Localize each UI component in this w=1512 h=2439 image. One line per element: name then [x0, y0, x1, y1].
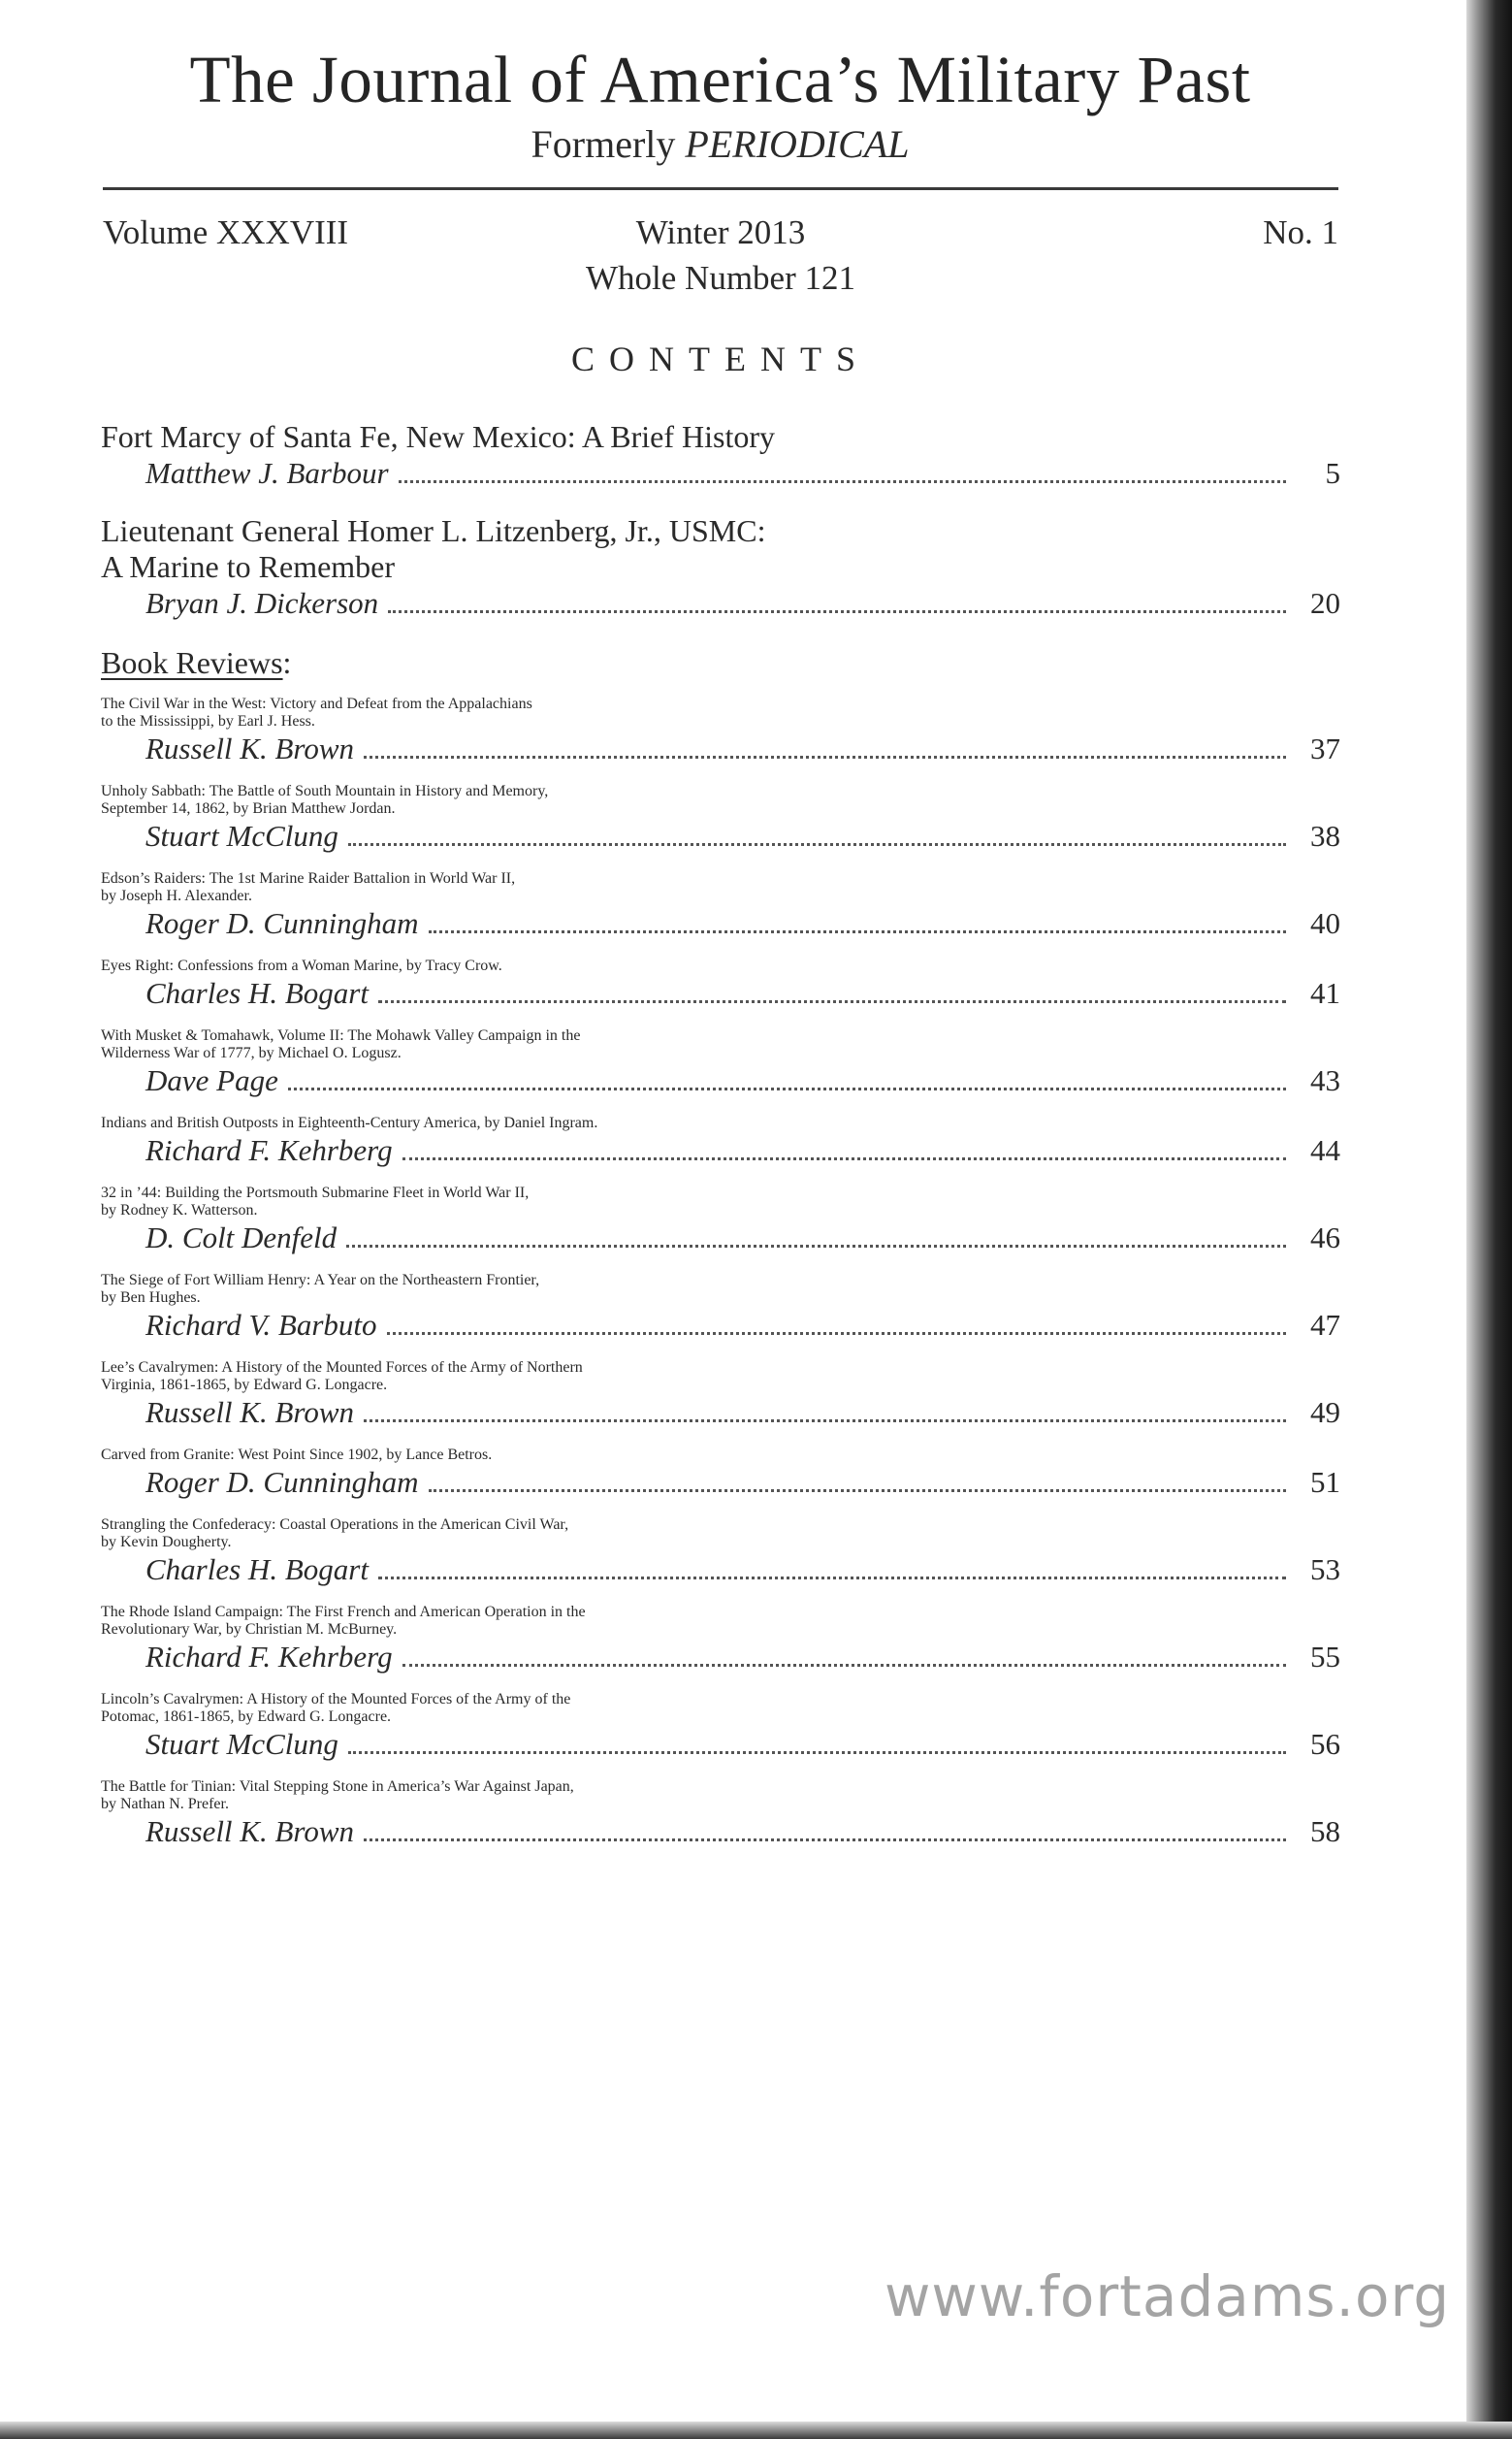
- articles-list: [101, 419, 1340, 621]
- article-entry: [101, 513, 1340, 621]
- review-entry: [101, 783, 1340, 854]
- dot-leader: [399, 479, 1286, 483]
- entry-page-number: 56: [1310, 1727, 1340, 1761]
- review-entry: [101, 1778, 1340, 1849]
- book-reviews-colon: :: [282, 645, 292, 680]
- entry-page-number: 41: [1310, 976, 1340, 1010]
- entry-title-line: September 14, 1862, by Brian Matthew Jordan.: [101, 800, 396, 817]
- entry-title-line: Potomac, 1861-1865, by Edward G. Longacre.: [101, 1708, 392, 1725]
- author-page-row: [101, 818, 1340, 854]
- review-entry: [101, 1359, 1340, 1430]
- entry-title-line: Lincoln’s Cavalrymen: A History of the Mounted Forces of the Army of the: [101, 1691, 571, 1707]
- entry-author: Dave Page: [145, 1063, 278, 1097]
- author-page-row: [101, 1551, 1340, 1587]
- entry-title-line: Edson’s Raiders: The 1st Marine Raider Battalion in World War II,: [101, 870, 516, 887]
- entry-title-line: by Rodney K. Watterson.: [101, 1202, 258, 1219]
- watermark-url: www.fortadams.org: [885, 2263, 1451, 2329]
- author-page-row: [101, 905, 1340, 941]
- author-page-row: [101, 455, 1340, 491]
- entry-author: Richard V. Barbuto: [145, 1308, 377, 1342]
- dot-leader: [378, 999, 1286, 1003]
- dot-leader: [348, 1750, 1286, 1754]
- header-rule: [103, 187, 1338, 190]
- dot-leader: [402, 1663, 1286, 1667]
- dot-leader: [429, 1488, 1286, 1492]
- author-page-row: [101, 1307, 1340, 1343]
- masthead: [0, 39, 1440, 169]
- entry-page-number: 49: [1310, 1395, 1340, 1429]
- dot-leader: [364, 1837, 1286, 1841]
- entry-page-number: 20: [1310, 586, 1340, 620]
- entry-author: Russell K. Brown: [145, 1814, 355, 1848]
- author-page-row: [101, 585, 1340, 621]
- entry-page-number: 37: [1310, 732, 1340, 765]
- dot-leader: [346, 1244, 1286, 1248]
- review-entry: [101, 1691, 1340, 1762]
- entry-author: Bryan J. Dickerson: [145, 586, 379, 620]
- entry-title-line: Indians and British Outposts in Eighteenth-Century America, by Daniel Ingram.: [101, 1115, 598, 1131]
- dot-leader: [364, 1418, 1286, 1422]
- author-page-row: [101, 1813, 1340, 1849]
- entry-title-line: Revolutionary War, by Christian M. McBurney.: [101, 1621, 398, 1638]
- entry-title-line: 32 in ’44: Building the Portsmouth Submarine Fleet in World War II,: [101, 1185, 530, 1201]
- review-entry: [101, 1115, 1340, 1168]
- entry-page-number: 53: [1310, 1552, 1340, 1586]
- entry-author: Richard F. Kehrberg: [145, 1640, 393, 1674]
- review-entry: [101, 1604, 1340, 1675]
- author-page-row: [101, 975, 1340, 1011]
- entry-author: Matthew J. Barbour: [145, 456, 389, 490]
- entry-page-number: 5: [1325, 456, 1340, 490]
- issue-season: Winter 2013: [635, 213, 806, 251]
- entry-page-number: 43: [1310, 1063, 1340, 1097]
- entry-title-line: by Kevin Dougherty.: [101, 1534, 232, 1550]
- issue-number: No. 1: [1263, 213, 1338, 251]
- entry-author: Roger D. Cunningham: [145, 906, 419, 940]
- entry-title-line: Strangling the Confederacy: Coastal Operations in the American Civil War,: [101, 1516, 569, 1533]
- entry-title-line: Fort Marcy of Santa Fe, New Mexico: A Brief History: [101, 419, 775, 454]
- entry-author: Russell K. Brown: [145, 732, 355, 765]
- author-page-row: [101, 1220, 1340, 1255]
- dot-leader: [288, 1087, 1286, 1090]
- book-reviews-label: Book Reviews: [101, 645, 283, 680]
- review-entry: [101, 958, 1340, 1011]
- entry-title-line: The Battle for Tinian: Vital Stepping Stone in America’s War Against Japan,: [101, 1778, 574, 1795]
- entry-title-line: Lee’s Cavalrymen: A History of the Mounted Forces of the Army of Northern: [101, 1359, 583, 1376]
- author-page-row: [101, 1726, 1340, 1762]
- entry-author: Roger D. Cunningham: [145, 1465, 419, 1499]
- article-entry: [101, 419, 1340, 491]
- journal-subtitle: [0, 120, 1440, 169]
- entry-title-line: Unholy Sabbath: The Battle of South Mountain in History and Memory,: [101, 783, 549, 799]
- review-entry: [101, 696, 1340, 766]
- entry-author: D. Colt Denfeld: [145, 1220, 338, 1254]
- entry-page-number: 38: [1310, 819, 1340, 853]
- entry-page-number: 40: [1310, 906, 1340, 940]
- entry-title-line: Eyes Right: Confessions from a Woman Marine, by Tracy Crow.: [101, 958, 502, 974]
- dot-leader: [402, 1156, 1286, 1160]
- book-reviews-heading: [101, 643, 1340, 682]
- entry-title-line: The Siege of Fort William Henry: A Year on the Northeastern Frontier,: [101, 1272, 540, 1288]
- entry-page-number: 51: [1310, 1465, 1340, 1499]
- entry-title-line: Lieutenant General Homer L. Litzenberg, Jr., USMC:: [101, 513, 766, 548]
- review-entry: [101, 1272, 1340, 1343]
- review-entry: [101, 1185, 1340, 1255]
- author-page-row: [101, 1464, 1340, 1500]
- journal-title: The Journal of America’s Military Past: [189, 43, 1251, 116]
- entry-title-line: Wilderness War of 1777, by Michael O. Logusz.: [101, 1045, 402, 1061]
- entry-title-line: A Marine to Remember: [101, 549, 396, 584]
- author-page-row: [101, 731, 1340, 766]
- scan-bottom-edge: [0, 2422, 1512, 2439]
- entry-author: Richard F. Kehrberg: [145, 1133, 393, 1167]
- contents-heading: CONTENTS: [571, 340, 870, 378]
- entry-page-number: 46: [1310, 1220, 1340, 1254]
- entry-title-line: The Rhode Island Campaign: The First French and American Operation in the: [101, 1604, 586, 1620]
- entry-page-number: 44: [1310, 1133, 1340, 1167]
- dot-leader: [387, 1331, 1286, 1335]
- author-page-row: [101, 1639, 1340, 1675]
- book-reviews-list: [101, 696, 1340, 1849]
- author-page-row: [101, 1132, 1340, 1168]
- dot-leader: [378, 1576, 1286, 1579]
- entry-page-number: 55: [1310, 1640, 1340, 1674]
- entry-title-line: Virginia, 1861-1865, by Edward G. Longacre.: [101, 1377, 388, 1393]
- entry-author: Stuart McClung: [145, 819, 338, 853]
- scan-page-edge: [1466, 0, 1512, 2439]
- whole-number: Whole Number 121: [586, 259, 855, 297]
- review-entry: [101, 870, 1340, 941]
- entry-title-line: Carved from Granite: West Point Since 1902, by Lance Betros.: [101, 1447, 493, 1463]
- review-entry: [101, 1516, 1340, 1587]
- dot-leader: [429, 929, 1286, 933]
- entry-title-line: The Civil War in the West: Victory and Defeat from the Appalachians: [101, 696, 532, 712]
- entry-page-number: 58: [1310, 1814, 1340, 1848]
- former-name: PERIODICAL: [685, 122, 910, 166]
- issue-volume: Volume XXXVIII: [103, 213, 349, 251]
- entry-author: Charles H. Bogart: [145, 976, 369, 1010]
- entry-author: Charles H. Bogart: [145, 1552, 369, 1586]
- dot-leader: [364, 755, 1286, 759]
- table-of-contents: [101, 419, 1340, 1866]
- author-page-row: [101, 1062, 1340, 1098]
- author-page-row: [101, 1394, 1340, 1430]
- review-entry: [101, 1447, 1340, 1500]
- entry-title-line: by Nathan N. Prefer.: [101, 1796, 229, 1812]
- formerly-prefix: Formerly: [531, 122, 686, 166]
- entry-title-line: by Ben Hughes.: [101, 1289, 201, 1306]
- dot-leader: [388, 609, 1286, 613]
- review-entry: [101, 1027, 1340, 1098]
- entry-title-line: by Joseph H. Alexander.: [101, 888, 252, 904]
- entry-page-number: 47: [1310, 1308, 1340, 1342]
- entry-title-line: With Musket & Tomahawk, Volume II: The Mohawk Valley Campaign in the: [101, 1027, 581, 1044]
- issue-info-row: [103, 209, 1338, 257]
- entry-title-line: to the Mississippi, by Earl J. Hess.: [101, 713, 315, 730]
- entry-author: Russell K. Brown: [145, 1395, 355, 1429]
- dot-leader: [348, 842, 1286, 846]
- entry-author: Stuart McClung: [145, 1727, 338, 1761]
